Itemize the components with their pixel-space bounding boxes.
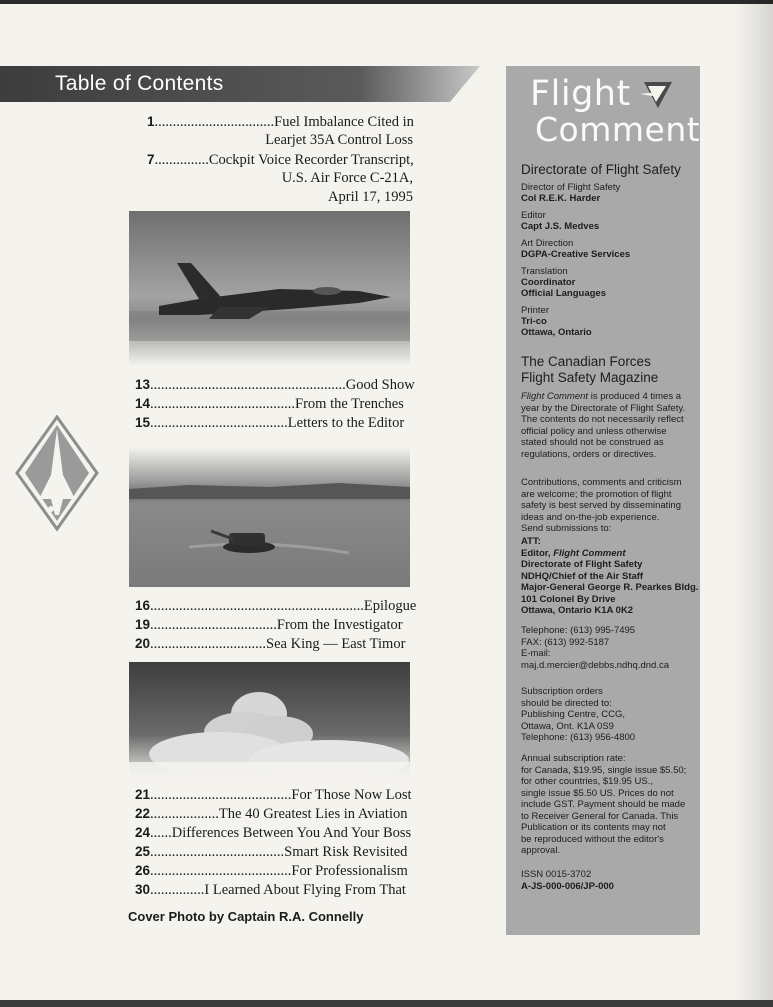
rate-line: include GST. Payment should be made <box>521 799 686 810</box>
contrib-line: are welcome; the promotion of flight <box>521 488 672 500</box>
about-line: year by the Directorate of Flight Safety. <box>521 402 686 414</box>
subscription-line: Telephone: (613) 956-4800 <box>521 732 636 743</box>
toc-entry[interactable] <box>135 785 412 805</box>
toc-entry-title: For Professionalism <box>291 863 408 879</box>
rate-line: Annual subscription rate: <box>521 753 626 764</box>
toc-entry-title: Smart Risk Revisited <box>284 844 408 860</box>
toc-entry-title: I Learned About Flying From That <box>204 882 406 898</box>
subscription-info <box>521 686 701 744</box>
rate-line: be reproduced without the editor's <box>521 833 664 845</box>
toc-entry-title: Cockpit Voice Recorder Transcript, <box>208 152 414 168</box>
staff-role: Editor <box>521 210 546 221</box>
toc-page-number: 1 <box>147 114 155 129</box>
page-top-edge <box>0 0 773 4</box>
toc-entry-title: From the Investigator <box>276 617 403 633</box>
toc-page-number: 24 <box>135 825 151 840</box>
rate-line: for Canada, $19.95, single issue $5.50; <box>521 764 687 776</box>
jet-photo <box>129 211 410 366</box>
toc-entry-title-cont: Learjet 35A Control Loss <box>265 132 413 148</box>
address-line: NDHQ/Chief of the Air Staff <box>521 570 644 582</box>
toc-entry-title: Differences Between You And Your Boss <box>171 825 412 841</box>
about-title: Flight Comment <box>521 391 589 402</box>
staff-name: Official Languages <box>521 288 606 299</box>
email-address[interactable]: maj.d.mercier@debbs.ndhq.dnd.ca <box>521 659 670 671</box>
staff-name: Coordinator <box>521 277 576 288</box>
toc-entry-title: Fuel Imbalance Cited in <box>274 114 414 130</box>
toc-entry[interactable] <box>135 823 411 843</box>
toc-entry[interactable] <box>135 413 404 433</box>
rate-line: Publication or its contents may not <box>521 822 666 833</box>
toc-page-number: 21 <box>135 787 151 802</box>
subscription-line: Publishing Centre, CCG, <box>521 709 626 720</box>
toc-leader: ........................................ <box>150 396 296 412</box>
staff-role: Translation <box>521 266 568 277</box>
about-line: regulations, orders or directives. <box>521 448 657 460</box>
toc-leader: ................................... <box>150 617 277 633</box>
toc-entry[interactable] <box>147 150 414 170</box>
contrib-line: Contributions, comments and criticism <box>521 477 682 488</box>
about-line: The contents do not necessarily reflect <box>521 414 684 425</box>
page-title: Table of Contents <box>55 72 224 95</box>
flight-comment-logo-icon <box>638 80 674 115</box>
hovercraft-photo <box>129 447 410 587</box>
toc-entry[interactable] <box>135 880 406 900</box>
toc-page-number: 26 <box>135 863 151 878</box>
address-line: Major-General George R. Pearkes Bldg. <box>521 582 699 593</box>
subscription-line: Subscription orders <box>521 686 603 697</box>
contrib-line: Send submissions to: <box>521 523 612 534</box>
cover-credit: Cover Photo by Captain R.A. Connelly <box>128 909 364 924</box>
address-line: Editor, <box>521 547 554 559</box>
toc-entry-title-cont: April 17, 1995 <box>328 189 413 205</box>
about-line: stated should not be construed as <box>521 437 664 448</box>
toc-entry[interactable] <box>135 861 408 881</box>
aircraft-emblem-icon <box>15 415 99 540</box>
about-text <box>521 391 701 460</box>
contact-info <box>521 625 701 671</box>
toc-page-number: 25 <box>135 844 151 859</box>
toc-leader: ....................................... <box>150 787 292 803</box>
staff-name: Col R.E.K. Harder <box>521 193 601 204</box>
directorate-name: Directorate of Flight Safety <box>521 162 681 177</box>
toc-page-number: 14 <box>135 396 151 411</box>
toc-entry[interactable] <box>135 596 416 616</box>
rate-line: for other countries, $19.95 US., <box>521 776 654 787</box>
staff-name: Ottawa, Ontario <box>521 327 592 338</box>
about-line: official policy and unless otherwise <box>521 425 667 437</box>
toc-entry-title: Epilogue <box>363 598 417 614</box>
contact-line: E-mail: <box>521 648 551 659</box>
publication-code: A-JS-000-006/JP-000 <box>521 881 614 892</box>
toc-entry-title-cont: U.S. Air Force C-21A, <box>281 170 413 186</box>
toc-entry[interactable] <box>135 394 404 414</box>
toc-entry[interactable] <box>135 804 408 824</box>
toc-leader: ...... <box>150 825 172 841</box>
address-line: 101 Colonel By Drive <box>521 593 616 605</box>
staff-role: Art Direction <box>521 238 574 249</box>
magazine-title: Flight <box>530 74 631 114</box>
toc-entry[interactable] <box>147 112 414 132</box>
toc-leader: ................... <box>150 806 219 822</box>
toc-leader: ...................................................... <box>150 377 346 393</box>
toc-page-number: 20 <box>135 636 151 651</box>
address-line: Directorate of Flight Safety <box>521 559 643 570</box>
toc-page-number: 22 <box>135 806 151 821</box>
toc-entry-title: Good Show <box>345 377 415 393</box>
subscription-line: Ottawa, Ont. K1A 0S9 <box>521 720 614 732</box>
toc-leader: ............... <box>150 882 205 898</box>
cloud-photo <box>129 662 410 782</box>
address-line: Flight Comment <box>553 547 626 559</box>
toc-leader: ....................................... <box>150 863 292 879</box>
toc-leader: ........................................................... <box>150 598 364 614</box>
toc-entry-title: Letters to the Editor <box>287 415 405 431</box>
toc-entry[interactable] <box>135 634 405 654</box>
staff-name: Capt J.S. Medves <box>521 221 600 232</box>
toc-entry[interactable] <box>135 615 403 635</box>
page-bottom-edge <box>0 1000 773 1007</box>
toc-leader: ............... <box>154 152 209 168</box>
staff-name: DGPA-Creative Services <box>521 249 631 260</box>
contributions-text <box>521 477 701 535</box>
magazine-heading: The Canadian Forces <box>521 354 651 369</box>
page-edge-shadow <box>735 0 773 1007</box>
rate-line: single issue $5.50 US. Prices do not <box>521 787 674 799</box>
rate-line: to Receiver General for Canada. This <box>521 810 679 822</box>
toc-page-number: 30 <box>135 882 151 897</box>
subscription-rate <box>521 753 701 857</box>
magazine-heading: Flight Safety Magazine <box>521 370 659 385</box>
mailing-address <box>521 536 701 617</box>
toc-entry-title: From the Trenches <box>295 396 404 412</box>
toc-leader: ................................ <box>150 636 267 652</box>
toc-entry[interactable] <box>135 842 407 862</box>
toc-page-number: 16 <box>135 598 151 613</box>
att-label: ATT: <box>521 536 541 547</box>
magazine-title: Comment <box>535 110 701 149</box>
staff-name: Tri-co <box>521 316 547 327</box>
contrib-line: ideas and on-the-job experience. <box>521 511 660 523</box>
toc-entry-title: Sea King — East Timor <box>266 636 406 652</box>
contact-line: Telephone: (613) 995-7495 <box>521 625 636 636</box>
about-line: is produced 4 times a <box>588 391 681 402</box>
toc-page-number: 15 <box>135 415 151 430</box>
toc-leader: ...................................... <box>150 415 288 431</box>
toc-entry-title: The 40 Greatest Lies in Aviation <box>218 806 408 822</box>
subscription-line: should be directed to: <box>521 697 612 709</box>
toc-entry[interactable] <box>135 375 415 395</box>
address-line: Ottawa, Ontario K1A 0K2 <box>521 605 634 616</box>
toc-leader: ................................. <box>154 114 275 130</box>
contrib-line: safety is best served by disseminating <box>521 500 681 511</box>
toc-page-number: 7 <box>147 152 155 167</box>
staff-role: Printer <box>521 305 549 316</box>
staff-role: Director of Flight Safety <box>521 182 621 193</box>
issn: ISSN 0015-3702 <box>521 869 592 880</box>
toc-entry-title: For Those Now Lost <box>291 787 412 803</box>
rate-line: approval. <box>521 845 561 856</box>
contact-line: FAX: (613) 992-5187 <box>521 636 610 648</box>
toc-page-number: 19 <box>135 617 151 632</box>
toc-page-number: 13 <box>135 377 151 392</box>
toc-leader: ..................................... <box>150 844 285 860</box>
